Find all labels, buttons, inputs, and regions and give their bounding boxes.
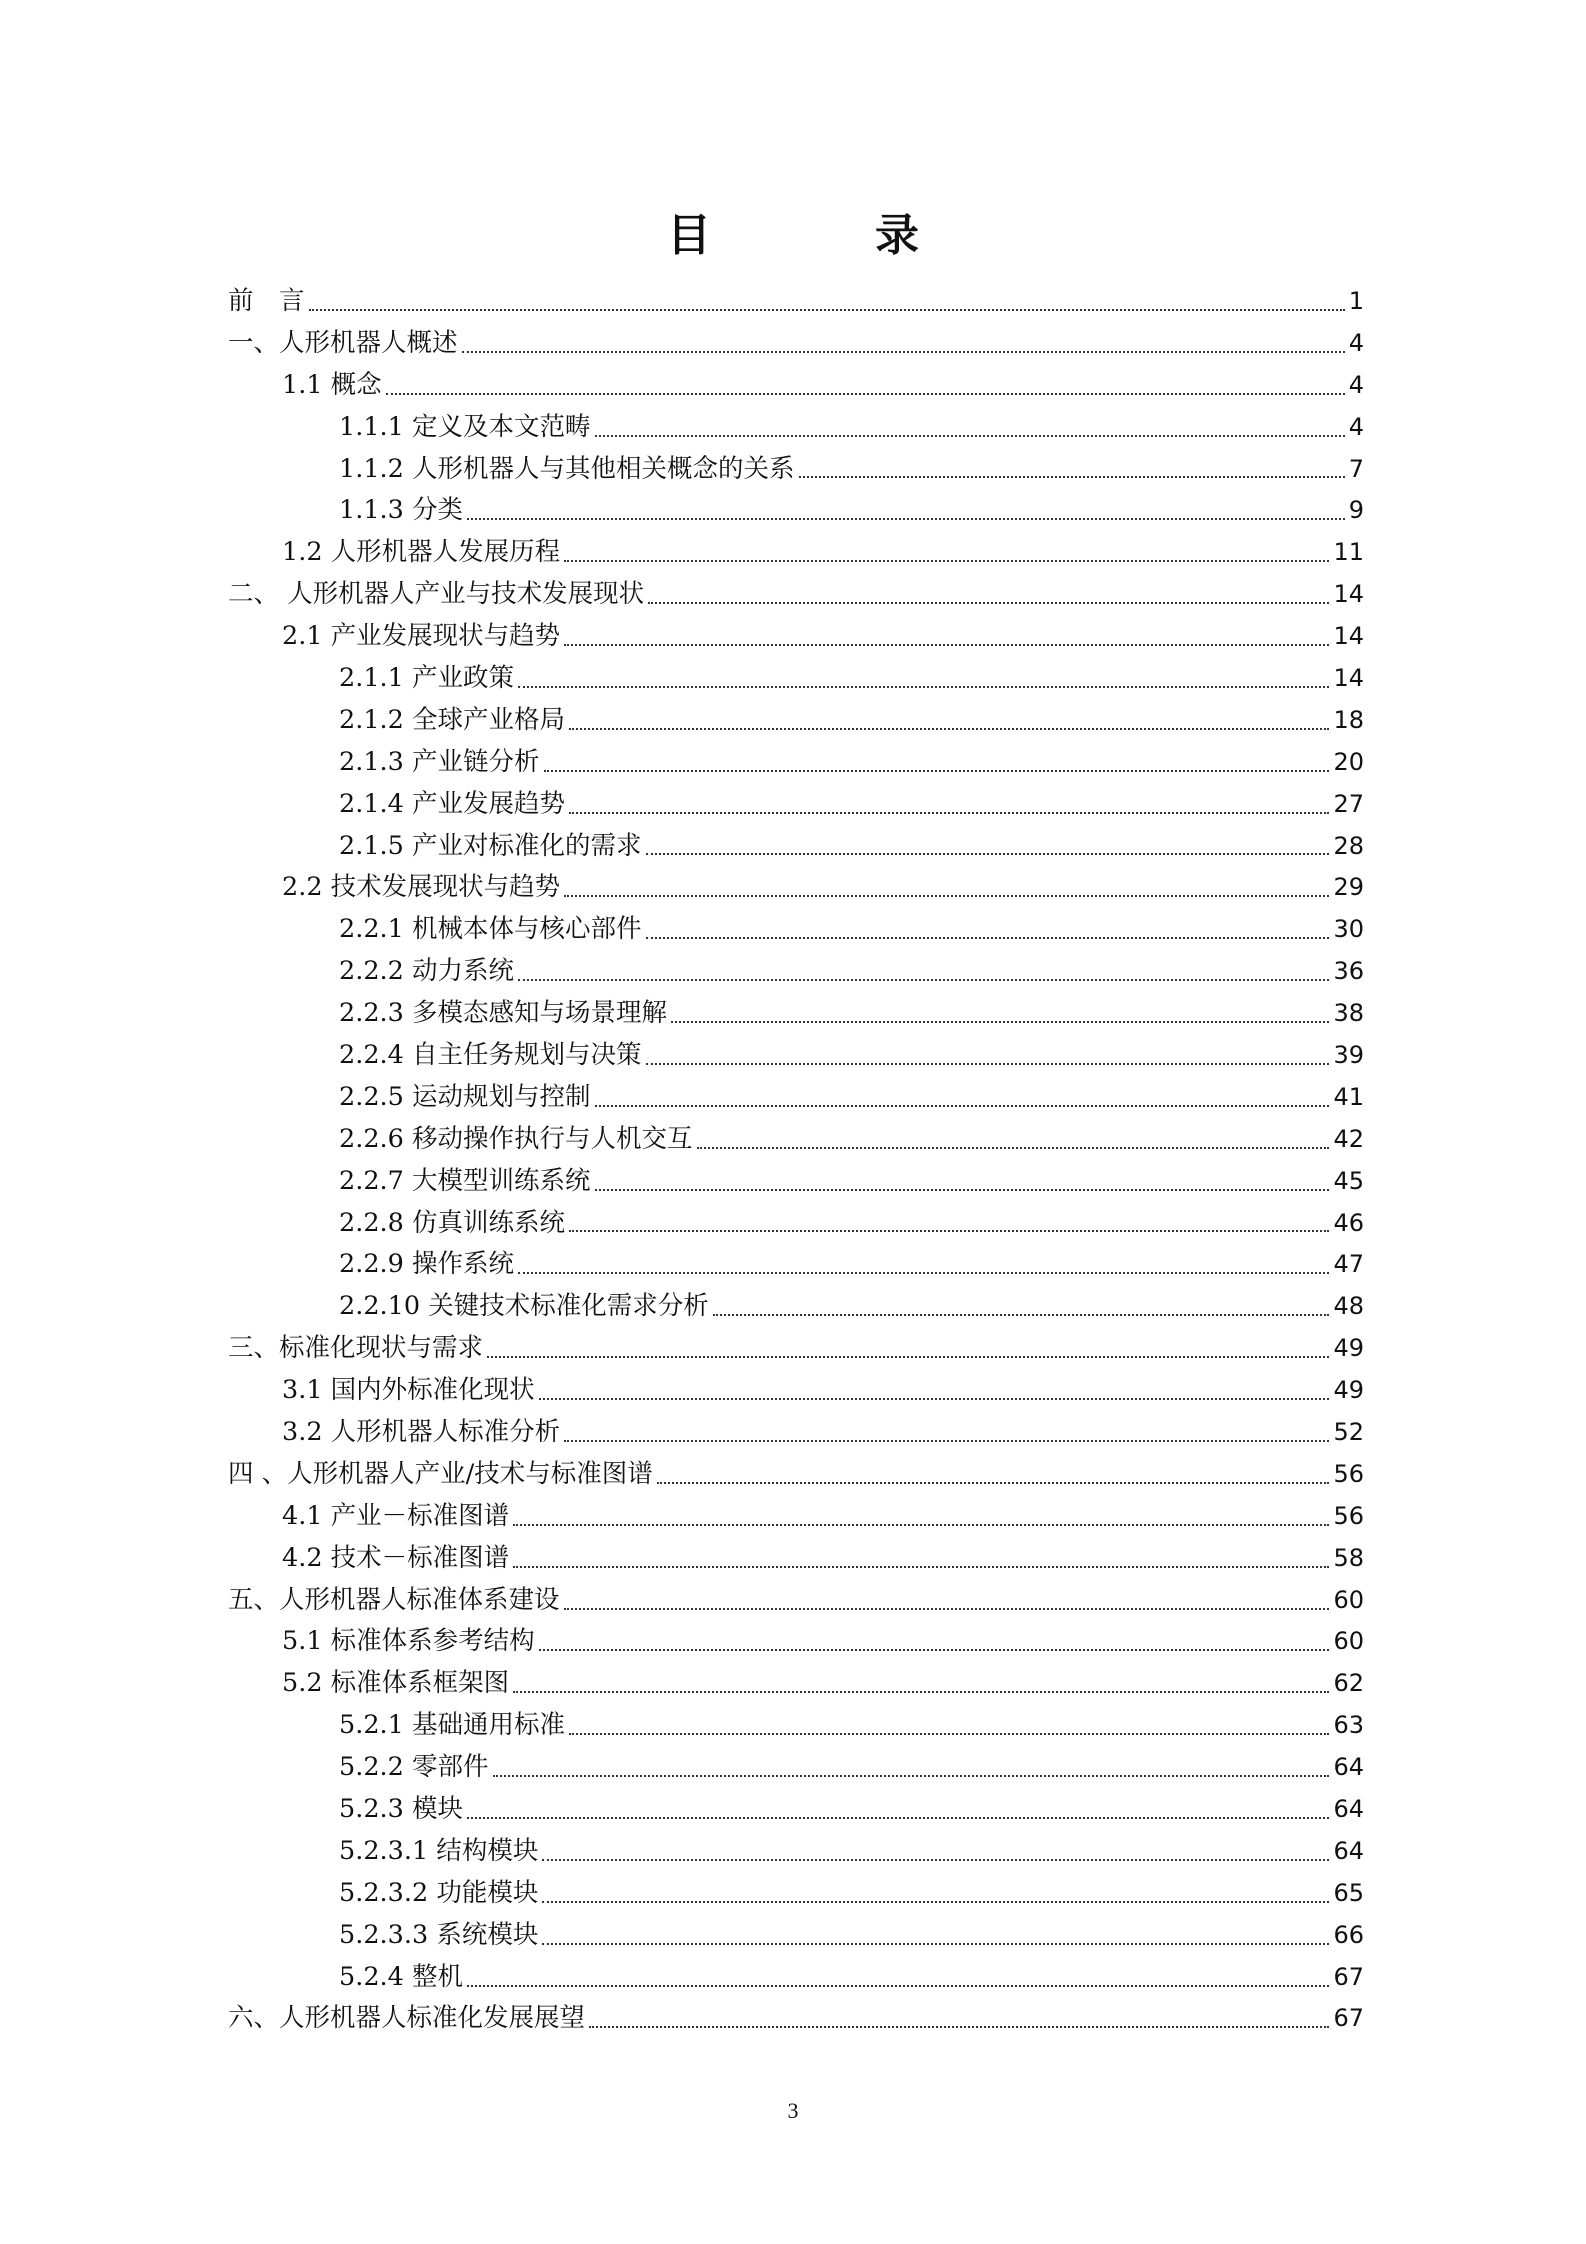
toc-entry-page: 28 bbox=[1333, 831, 1364, 860]
toc-entry-page: 27 bbox=[1333, 789, 1364, 818]
toc-entry-label: 5.2 标准体系框架图 bbox=[282, 1668, 510, 1699]
dot-leader bbox=[386, 393, 1345, 395]
toc-entry[interactable] bbox=[228, 699, 1364, 741]
dot-leader bbox=[487, 1356, 1329, 1358]
toc-entry[interactable] bbox=[228, 1746, 1364, 1788]
toc-entry-label: 2.1.5 产业对标准化的需求 bbox=[339, 830, 642, 861]
dot-leader bbox=[518, 1272, 1329, 1274]
toc-entry[interactable] bbox=[228, 825, 1364, 867]
toc-entry-label: 4.1 产业－标准图谱 bbox=[282, 1500, 510, 1531]
toc-entry-page: 30 bbox=[1333, 915, 1364, 944]
toc-entry-label: 三、标准化现状与需求 bbox=[228, 1333, 484, 1364]
toc-entry[interactable] bbox=[228, 1704, 1364, 1746]
toc-entry[interactable] bbox=[228, 1285, 1364, 1327]
toc-entry-label: 二、 人形机器人产业与技术发展现状 bbox=[228, 579, 645, 610]
dot-leader bbox=[657, 1482, 1330, 1484]
dot-leader bbox=[697, 1147, 1330, 1149]
dot-leader bbox=[518, 979, 1329, 981]
toc-entry[interactable] bbox=[228, 1495, 1364, 1537]
toc-entry-label: 2.2.6 移动操作执行与人机交互 bbox=[339, 1123, 693, 1154]
toc-entry-label: 4.2 技术－标准图谱 bbox=[282, 1542, 510, 1573]
dot-leader bbox=[513, 1566, 1329, 1568]
dot-leader bbox=[713, 1314, 1330, 1316]
toc-entry-label: 2.1.3 产业链分析 bbox=[339, 746, 540, 777]
toc-entry-label: 5.2.3.2 功能模块 bbox=[339, 1877, 539, 1908]
toc-entry-page: 20 bbox=[1333, 747, 1364, 776]
toc-entry-page: 39 bbox=[1333, 1040, 1364, 1069]
toc-entry[interactable] bbox=[228, 531, 1364, 573]
toc-entry-label: 5.2.3.3 系统模块 bbox=[339, 1919, 539, 1950]
toc-entry[interactable] bbox=[228, 1998, 1364, 2040]
toc-entry-page: 9 bbox=[1348, 496, 1364, 525]
toc-entry[interactable] bbox=[228, 1076, 1364, 1118]
toc-entry[interactable] bbox=[228, 1034, 1364, 1076]
toc-entry[interactable] bbox=[228, 1411, 1364, 1453]
toc-entry-label: 1.1.1 定义及本文范畴 bbox=[339, 411, 591, 442]
toc-entry-page: 49 bbox=[1333, 1376, 1364, 1405]
toc-entry[interactable] bbox=[228, 615, 1364, 657]
toc-entry-label: 5.2.3.1 结构模块 bbox=[339, 1835, 539, 1866]
page-number: 3 bbox=[787, 2098, 799, 2123]
dot-leader bbox=[671, 1021, 1329, 1023]
dot-leader bbox=[595, 435, 1345, 437]
dot-leader bbox=[646, 853, 1330, 855]
toc-entry-page: 56 bbox=[1333, 1459, 1364, 1488]
toc-entry[interactable] bbox=[228, 1621, 1364, 1663]
toc-entry-label: 2.2.1 机械本体与核心部件 bbox=[339, 914, 642, 945]
toc-entry-page: 14 bbox=[1333, 580, 1364, 609]
toc-entry-label: 5.2.2 零部件 bbox=[339, 1752, 489, 1783]
toc-entry[interactable] bbox=[228, 1453, 1364, 1495]
toc-entry-page: 52 bbox=[1333, 1417, 1364, 1446]
toc-entry-page: 46 bbox=[1333, 1208, 1364, 1237]
toc-entry[interactable] bbox=[228, 1327, 1364, 1369]
toc-entry-label: 2.2 技术发展现状与趋势 bbox=[282, 872, 561, 903]
toc-title: 目 录 bbox=[667, 210, 979, 261]
toc-entry-label: 2.2.9 操作系统 bbox=[339, 1249, 514, 1280]
toc-entry-page: 58 bbox=[1333, 1543, 1364, 1572]
dot-leader bbox=[564, 1440, 1329, 1442]
toc-entry[interactable] bbox=[228, 1537, 1364, 1579]
dot-leader bbox=[569, 1230, 1329, 1232]
toc-entry[interactable] bbox=[228, 1914, 1364, 1956]
dot-leader bbox=[799, 476, 1345, 478]
toc-entry[interactable] bbox=[228, 1118, 1364, 1160]
toc-entry[interactable] bbox=[228, 866, 1364, 908]
dot-leader bbox=[513, 1691, 1329, 1693]
toc-entry-label: 3.1 国内外标准化现状 bbox=[282, 1375, 535, 1406]
toc-entry-label: 2.1.4 产业发展趋势 bbox=[339, 788, 565, 819]
toc-entry-label: 一、人形机器人概述 bbox=[228, 327, 458, 358]
toc-entry-page: 60 bbox=[1333, 1585, 1364, 1614]
toc-entry-page: 29 bbox=[1333, 873, 1364, 902]
table-of-contents bbox=[228, 280, 1364, 2039]
toc-entry[interactable] bbox=[228, 1956, 1364, 1998]
toc-entry[interactable] bbox=[228, 364, 1364, 406]
toc-entry-label: 前 言 bbox=[228, 285, 305, 316]
toc-entry-page: 4 bbox=[1348, 412, 1364, 441]
toc-entry-page: 18 bbox=[1333, 705, 1364, 734]
toc-entry[interactable] bbox=[228, 1160, 1364, 1202]
toc-entry-label: 2.2.8 仿真训练系统 bbox=[339, 1207, 565, 1238]
toc-entry-page: 14 bbox=[1333, 622, 1364, 651]
toc-entry[interactable] bbox=[228, 280, 1364, 322]
dot-leader bbox=[595, 1189, 1330, 1191]
toc-entry-label: 5.2.4 整机 bbox=[339, 1961, 463, 1992]
dot-leader bbox=[539, 1649, 1330, 1651]
dot-leader bbox=[646, 1063, 1330, 1065]
toc-entry-page: 42 bbox=[1333, 1124, 1364, 1153]
toc-entry-label: 2.2.4 自主任务规划与决策 bbox=[339, 1039, 642, 1070]
toc-entry-label: 2.2.2 动力系统 bbox=[339, 956, 514, 987]
dot-leader bbox=[589, 2026, 1329, 2028]
toc-entry-label: 五、人形机器人标准体系建设 bbox=[228, 1584, 560, 1615]
toc-entry-label: 5.2.1 基础通用标准 bbox=[339, 1710, 565, 1741]
toc-entry-page: 4 bbox=[1348, 370, 1364, 399]
dot-leader bbox=[646, 937, 1330, 939]
toc-entry[interactable] bbox=[228, 322, 1364, 364]
toc-entry-label: 2.2.5 运动规划与控制 bbox=[339, 1081, 591, 1112]
toc-entry-label: 2.1.1 产业政策 bbox=[339, 662, 514, 693]
dot-leader bbox=[467, 1817, 1329, 1819]
toc-entry-label: 2.2.7 大模型训练系统 bbox=[339, 1165, 591, 1196]
toc-entry-page: 14 bbox=[1333, 663, 1364, 692]
toc-entry[interactable] bbox=[228, 1788, 1364, 1830]
toc-entry-page: 64 bbox=[1333, 1753, 1364, 1782]
toc-entry-label: 3.2 人形机器人标准分析 bbox=[282, 1416, 561, 1447]
dot-leader bbox=[569, 812, 1329, 814]
dot-leader bbox=[467, 1985, 1329, 1987]
toc-entry-label: 1.1 概念 bbox=[282, 369, 382, 400]
toc-entry-page: 65 bbox=[1333, 1878, 1364, 1907]
toc-entry-label: 5.2.3 模块 bbox=[339, 1794, 463, 1824]
dot-leader bbox=[564, 1608, 1330, 1610]
toc-entry-label: 1.2 人形机器人发展历程 bbox=[282, 537, 561, 568]
dot-leader bbox=[595, 1105, 1330, 1107]
dot-leader bbox=[569, 1733, 1329, 1735]
toc-entry-page: 56 bbox=[1333, 1501, 1364, 1530]
dot-leader bbox=[518, 686, 1329, 688]
toc-entry-page: 67 bbox=[1333, 2004, 1364, 2033]
toc-entry-page: 47 bbox=[1333, 1250, 1364, 1279]
toc-entry-page: 48 bbox=[1333, 1292, 1364, 1321]
toc-entry[interactable] bbox=[228, 1369, 1364, 1411]
toc-entry-page: 7 bbox=[1348, 454, 1364, 483]
toc-entry-page: 41 bbox=[1333, 1082, 1364, 1111]
toc-entry-page: 4 bbox=[1348, 328, 1364, 357]
dot-leader bbox=[564, 895, 1329, 897]
toc-entry-label: 1.1.2 人形机器人与其他相关概念的关系 bbox=[339, 453, 795, 484]
toc-entry-page: 62 bbox=[1333, 1669, 1364, 1698]
toc-entry[interactable] bbox=[228, 448, 1364, 490]
toc-entry-label: 四 、人形机器人产业/技术与标准图谱 bbox=[228, 1458, 653, 1489]
dot-leader bbox=[539, 1398, 1330, 1400]
toc-entry-label: 2.1 产业发展现状与趋势 bbox=[282, 621, 561, 652]
dot-leader bbox=[467, 518, 1345, 520]
dot-leader bbox=[462, 351, 1345, 353]
toc-entry[interactable] bbox=[228, 573, 1364, 615]
dot-leader bbox=[513, 1524, 1329, 1526]
toc-entry[interactable] bbox=[228, 1202, 1364, 1244]
toc-entry[interactable] bbox=[228, 1830, 1364, 1872]
toc-entry[interactable] bbox=[228, 741, 1364, 783]
toc-entry-page: 1 bbox=[1348, 286, 1364, 315]
toc-entry[interactable] bbox=[228, 783, 1364, 825]
toc-entry-label: 1.1.3 分类 bbox=[339, 495, 463, 526]
toc-entry-label: 六、人形机器人标准化发展展望 bbox=[228, 2003, 586, 2034]
dot-leader bbox=[542, 1943, 1329, 1945]
toc-entry[interactable] bbox=[228, 1579, 1364, 1621]
dot-leader bbox=[542, 1901, 1329, 1903]
toc-entry-label: 2.2.10 关键技术标准化需求分析 bbox=[339, 1291, 709, 1322]
toc-entry[interactable] bbox=[228, 657, 1364, 699]
toc-entry-page: 11 bbox=[1333, 538, 1364, 567]
toc-entry[interactable] bbox=[228, 406, 1364, 448]
toc-entry-label: 5.1 标准体系参考结构 bbox=[282, 1626, 535, 1657]
toc-entry[interactable] bbox=[228, 1872, 1364, 1914]
dot-leader bbox=[564, 560, 1329, 562]
toc-entry-page: 60 bbox=[1333, 1627, 1364, 1656]
toc-entry-page: 67 bbox=[1333, 1962, 1364, 1991]
toc-entry-page: 64 bbox=[1333, 1795, 1364, 1823]
dot-leader bbox=[569, 728, 1329, 730]
toc-entry[interactable] bbox=[228, 1662, 1364, 1704]
toc-entry-page: 36 bbox=[1333, 957, 1364, 986]
toc-entry-page: 66 bbox=[1333, 1920, 1364, 1949]
toc-entry-label: 2.1.2 全球产业格局 bbox=[339, 704, 565, 735]
toc-entry[interactable] bbox=[228, 950, 1364, 992]
toc-entry-page: 49 bbox=[1333, 1334, 1364, 1363]
toc-entry[interactable] bbox=[228, 992, 1364, 1034]
dot-leader bbox=[648, 602, 1329, 604]
toc-entry-page: 64 bbox=[1333, 1836, 1364, 1865]
toc-entry-page: 38 bbox=[1333, 999, 1364, 1028]
dot-leader bbox=[544, 770, 1330, 772]
toc-entry-label: 2.2.3 多模态感知与场景理解 bbox=[339, 998, 667, 1029]
toc-entry[interactable] bbox=[228, 489, 1364, 531]
toc-entry[interactable] bbox=[228, 1243, 1364, 1285]
toc-entry-page: 63 bbox=[1333, 1711, 1364, 1740]
dot-leader bbox=[542, 1859, 1329, 1861]
dot-leader bbox=[564, 644, 1329, 646]
dot-leader bbox=[309, 309, 1345, 311]
toc-entry[interactable] bbox=[228, 908, 1364, 950]
toc-entry-page: 45 bbox=[1333, 1166, 1364, 1195]
dot-leader bbox=[493, 1775, 1330, 1777]
